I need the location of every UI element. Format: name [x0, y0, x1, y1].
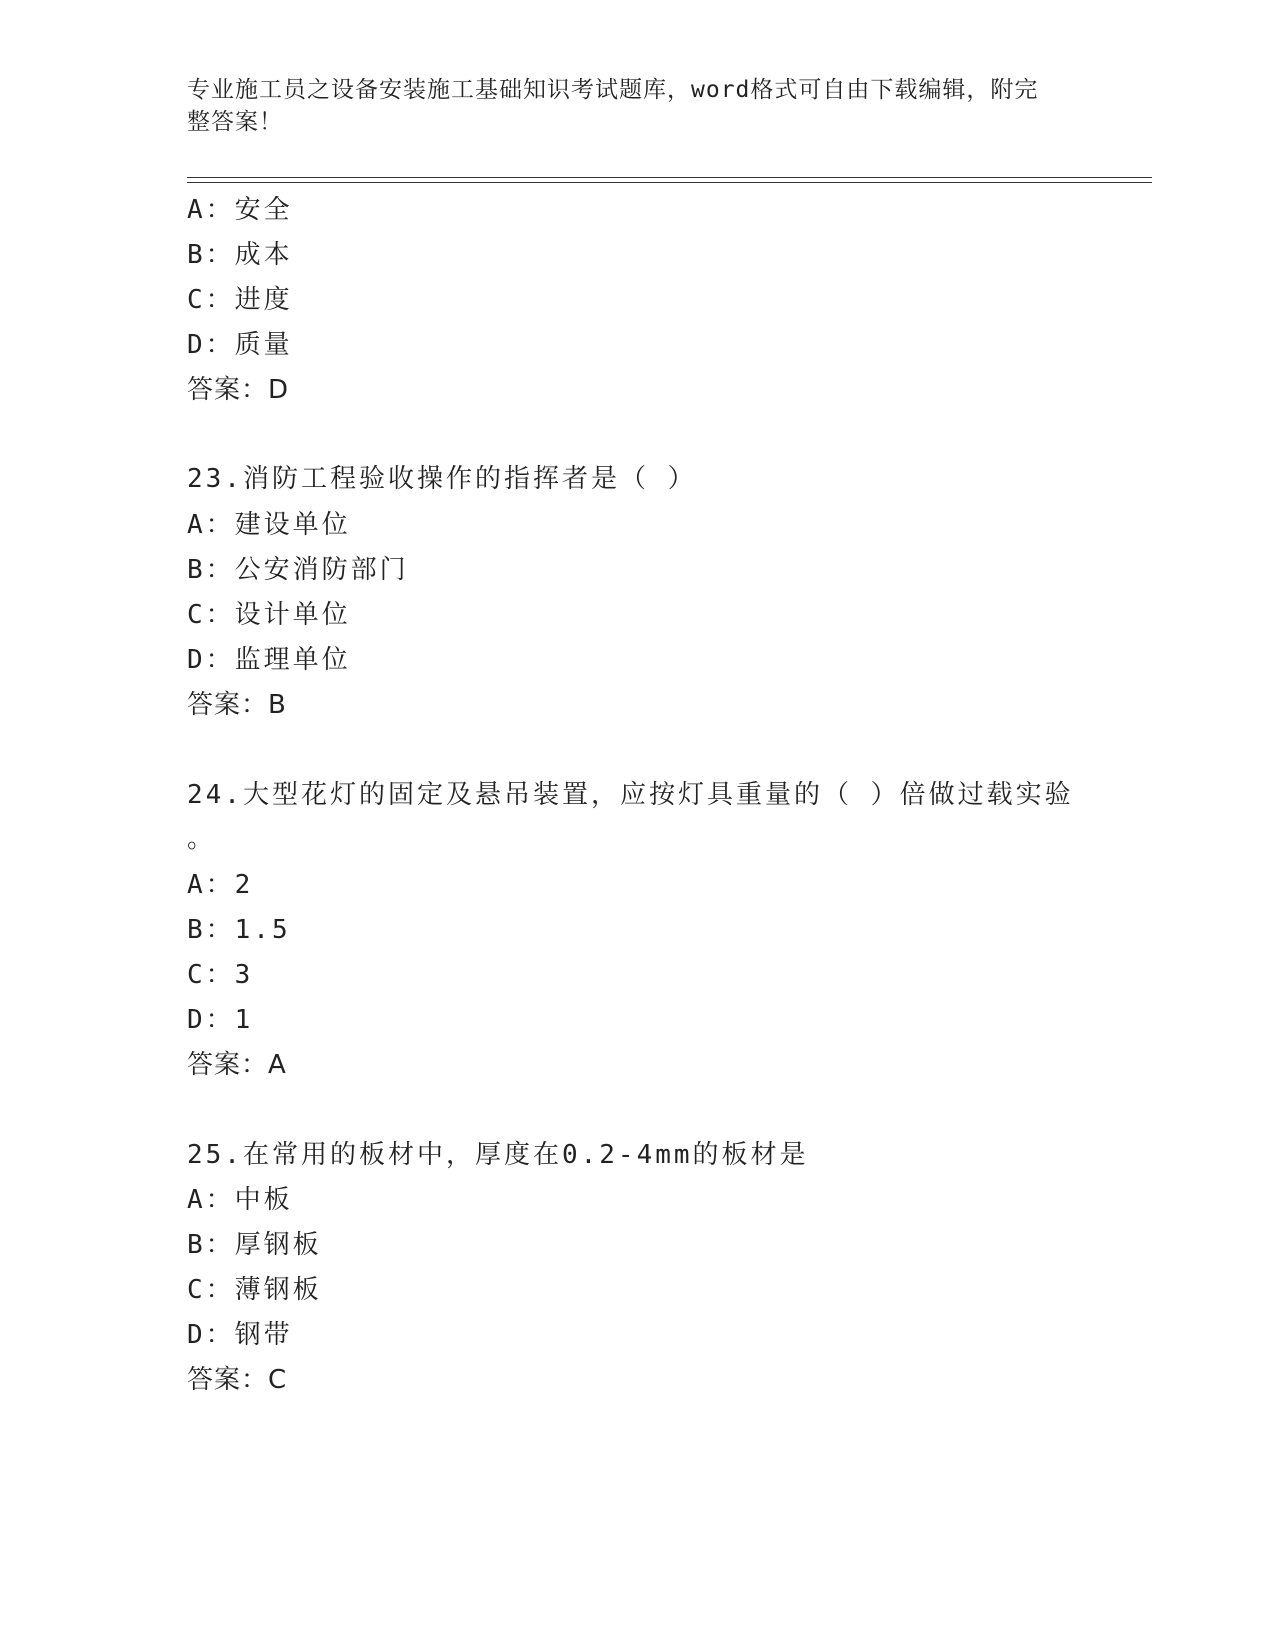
- q23-option-a: A：建设单位: [187, 510, 351, 540]
- header-divider-bottom: [187, 182, 1152, 183]
- q24-answer: 答案：A: [187, 1050, 287, 1080]
- q23-option-b: B：公安消防部门: [187, 555, 409, 585]
- q22-option-b: B：成本: [187, 240, 293, 270]
- q24-option-a: A：2: [187, 870, 254, 900]
- q25-option-a: A：中板: [187, 1185, 293, 1215]
- q25-option-b: B：厚钢板: [187, 1230, 322, 1260]
- q24-option-c: C：3: [187, 960, 254, 990]
- header-line-1: 专业施工员之设备安装施工基础知识考试题库，word格式可自由下载编辑，附完: [187, 77, 1039, 103]
- q23-option-c: C：设计单位: [187, 600, 351, 630]
- q25-answer: 答案：C: [187, 1365, 288, 1395]
- q24-option-d: D：1: [187, 1005, 254, 1035]
- q24-question-line-1: 24.大型花灯的固定及悬吊装置，应按灯具重量的（ ）倍做过载实验: [187, 780, 1074, 810]
- q24-question-line-2: 。: [187, 824, 217, 854]
- header-line-2: 整答案！: [187, 109, 283, 135]
- q23-answer: 答案：B: [187, 690, 287, 720]
- q22-answer: 答案：D: [187, 375, 290, 405]
- q24-option-b: B：1.5: [187, 915, 291, 945]
- q23-option-d: D：监理单位: [187, 645, 351, 675]
- q22-option-c: C：进度: [187, 285, 293, 315]
- q25-question: 25.在常用的板材中，厚度在0.2-4mm的板材是: [187, 1140, 809, 1170]
- header-divider-top: [187, 177, 1152, 178]
- q25-option-c: C：薄钢板: [187, 1275, 322, 1305]
- q22-option-a: A：安全: [187, 195, 293, 225]
- q22-option-d: D：质量: [187, 330, 293, 360]
- document-header: [187, 74, 1067, 138]
- q23-question: 23.消防工程验收操作的指挥者是（ ）: [187, 464, 697, 494]
- q25-option-d: D：钢带: [187, 1320, 293, 1350]
